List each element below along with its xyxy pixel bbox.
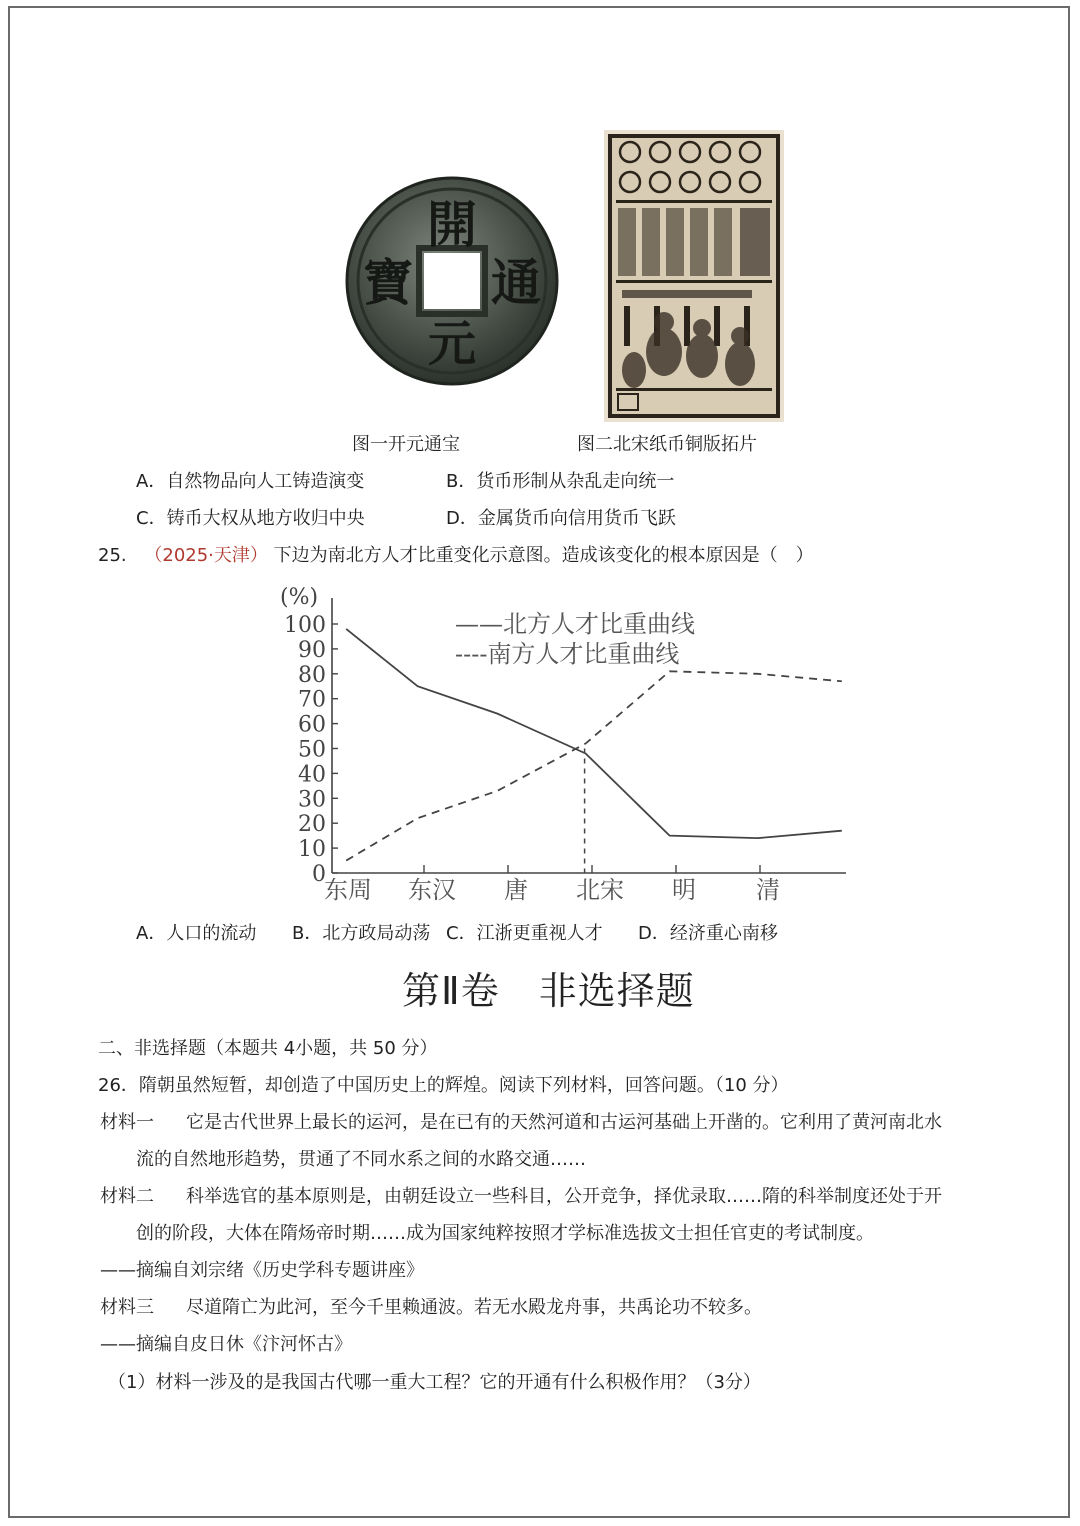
coin-char-right: 通 — [491, 253, 541, 312]
y-tick-label: 10 — [298, 837, 326, 863]
section-heading: 二、非选择题（本题共 4小题，共 50 分） — [98, 1038, 438, 1059]
part2-title: 第Ⅱ卷 非选择题 — [402, 969, 695, 1013]
q24-option-c[interactable]: C．铸币大权从地方收归中央 — [136, 508, 365, 529]
y-tick-label: 60 — [298, 712, 326, 738]
y-tick-label: 80 — [298, 662, 326, 688]
y-axis-unit-label: (%) — [280, 585, 319, 610]
material1-label: 材料一 — [100, 1112, 154, 1133]
x-tick-label: 北宋 — [576, 876, 624, 904]
legend-north: ——北方人才比重曲线 — [455, 610, 695, 638]
x-tick-label: 东汉 — [408, 876, 456, 904]
talent-ratio-line-chart — [270, 580, 860, 915]
material2-line2: 创的阶段，大体在隋炀帝时期……成为国家纯粹按照才学标准选拔文士担任官吏的考试制度。 — [136, 1223, 874, 1244]
figure2-caption: 图二北宋纸币铜版拓片 — [577, 434, 757, 455]
material3-line1: 尽道隋亡为此河，至今千里赖通波。若无水殿龙舟事，共禹论功不较多。 — [186, 1297, 762, 1318]
coin-char-bottom: 元 — [427, 316, 477, 372]
material3-label: 材料三 — [100, 1297, 154, 1318]
q25-stem-line — [98, 544, 814, 568]
kaiyuan-coin-image — [345, 176, 559, 386]
q25-option-c[interactable]: C．江浙更重视人才 — [446, 923, 603, 944]
x-axis-ticks — [324, 865, 780, 904]
y-tick-label: 0 — [312, 862, 326, 887]
q26-stem: 26．隋朝虽然短暂，却创造了中国历史上的辉煌。阅读下列材料，回答问题。（10 分） — [98, 1075, 789, 1096]
y-tick-label: 100 — [284, 613, 326, 638]
q24-option-b[interactable]: B．货币形制从杂乱走向统一 — [446, 471, 675, 492]
song-paper-money-print-image — [604, 130, 784, 422]
q25-number: 25. — [98, 545, 127, 566]
coin-char-left: 寶 — [363, 253, 413, 312]
y-tick-label: 40 — [298, 762, 326, 788]
x-tick-label: 唐 — [504, 876, 528, 904]
y-tick-label: 30 — [298, 787, 326, 813]
material1-line1: 它是古代世界上最长的运河，是在已有的天然河道和古运河基础上开凿的。它利用了黄河南北水 — [186, 1112, 942, 1133]
material2-line1: 科举选官的基本原则是，由朝廷设立一些科目，公开竞争，择优录取……隋的科举制度还处于开 — [186, 1186, 942, 1207]
y-tick-label: 50 — [298, 737, 326, 763]
material1-line2: 流的自然地形趋势，贯通了不同水系之间的水路交通…… — [136, 1149, 586, 1170]
y-tick-label: 20 — [298, 812, 326, 838]
y-tick-label: 90 — [298, 637, 326, 663]
legend-south: ----南方人才比重曲线 — [455, 640, 680, 668]
x-tick-label: 明 — [672, 876, 696, 904]
material3-source: ——摘编自皮日休《汴河怀古》 — [100, 1334, 352, 1355]
x-tick-label: 东周 — [324, 876, 372, 904]
y-axis-ticks — [284, 613, 338, 887]
q25-stem: 下边为南北方人才比重变化示意图。造成该变化的根本原因是（ ） — [273, 545, 814, 566]
series-south-line — [346, 671, 842, 860]
q25-option-b[interactable]: B．北方政局动荡 — [292, 923, 431, 944]
q26-sub1: （1）材料一涉及的是我国古代哪一重大工程？它的开通有什么积极作用？（3分） — [108, 1372, 761, 1393]
q25-source: （2025·天津） — [144, 545, 268, 566]
material2-label: 材料二 — [100, 1186, 154, 1207]
q25-option-a[interactable]: A．人口的流动 — [136, 923, 257, 944]
figure1-caption: 图一开元通宝 — [352, 434, 460, 455]
q24-option-a[interactable]: A．自然物品向人工铸造演变 — [136, 471, 365, 492]
coin-char-top: 開 — [427, 195, 477, 254]
y-tick-label: 70 — [298, 687, 326, 713]
q25-option-d[interactable]: D．经济重心南移 — [638, 923, 778, 944]
q24-option-d[interactable]: D．金属货币向信用货币飞跃 — [446, 508, 676, 529]
x-tick-label: 清 — [756, 876, 780, 904]
material2-source: ——摘编自刘宗绪《历史学科专题讲座》 — [100, 1260, 424, 1281]
